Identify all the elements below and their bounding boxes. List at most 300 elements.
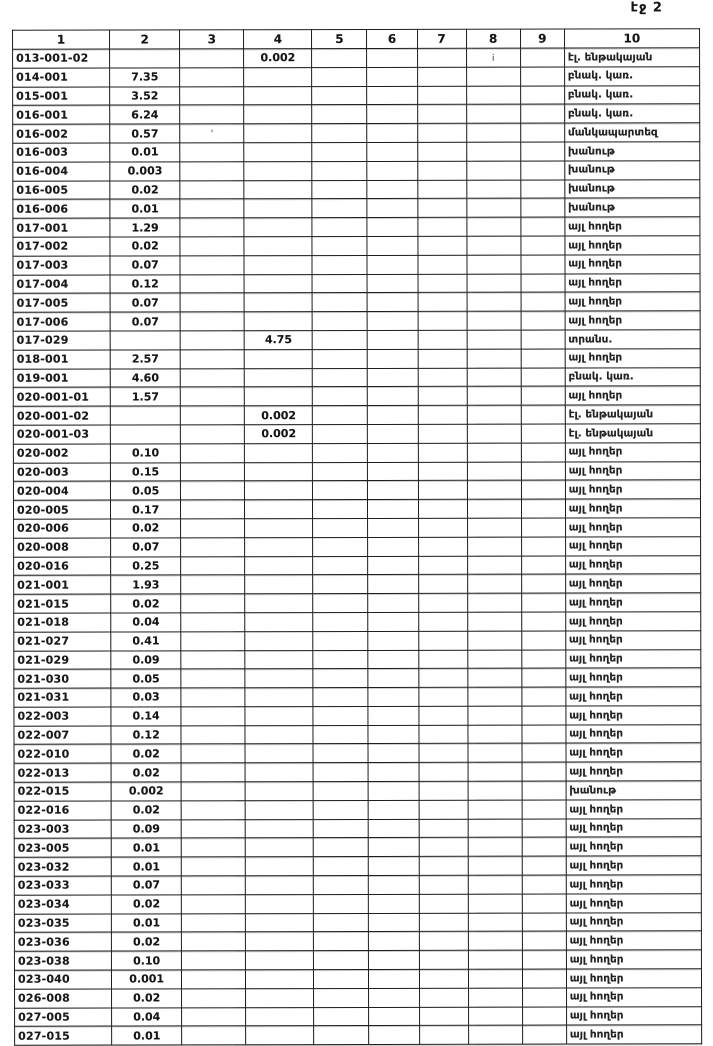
land-use-cell: խանութ [566, 781, 701, 800]
value-cell-col8 [468, 781, 522, 800]
table-row [14, 649, 701, 669]
value-cell-col9 [522, 950, 566, 969]
value-cell-col2: 0.10 [112, 951, 182, 970]
value-cell-col2: 1.57 [110, 387, 180, 406]
value-cell-col6 [367, 180, 417, 199]
value-cell-col3 [180, 387, 244, 406]
value-cell-col8 [467, 537, 521, 556]
value-cell-col4 [245, 706, 313, 725]
table-header-row [13, 29, 700, 49]
parcel-code-cell: 027-015 [15, 1026, 112, 1045]
parcel-code-cell: 022-013 [14, 763, 111, 782]
column-header-9: 9 [520, 29, 564, 48]
table-row [14, 818, 701, 838]
land-use-cell: այլ հողեր [565, 443, 700, 462]
table-row [14, 969, 701, 989]
land-use-cell: այլ հողեր [566, 1006, 701, 1025]
value-cell-col3 [181, 838, 245, 857]
land-use-cell: այլ հողեր [566, 800, 701, 819]
value-cell-col6 [367, 218, 417, 237]
value-cell-col3 [181, 575, 245, 594]
value-cell-col7 [417, 199, 466, 218]
land-use-cell: խանութ [564, 142, 699, 161]
value-cell-col8 [467, 668, 521, 687]
value-cell-col7 [417, 67, 466, 86]
value-cell-col9 [520, 48, 564, 67]
value-cell-col7 [418, 669, 467, 688]
value-cell-col6 [369, 969, 419, 988]
value-cell-col4 [244, 312, 312, 331]
value-cell-col4 [246, 988, 314, 1007]
value-cell-col6 [368, 687, 418, 706]
column-header-7: 7 [417, 29, 466, 48]
value-cell-col6 [369, 819, 419, 838]
value-cell-col6 [368, 368, 418, 387]
value-cell-col2: 0.07 [110, 256, 180, 275]
value-cell-col8 [466, 48, 520, 67]
land-use-cell: այլ հողեր [565, 480, 700, 499]
land-use-cell: այլ հողեր [565, 349, 700, 368]
value-cell-col6 [368, 593, 418, 612]
table-row [13, 424, 700, 444]
parcel-code-cell: 022-003 [14, 707, 111, 726]
value-cell-col5 [312, 142, 367, 161]
land-use-cell: այլ հողեր [565, 273, 700, 292]
value-cell-col9 [521, 386, 565, 405]
value-cell-col9 [521, 593, 565, 612]
value-cell-col5 [313, 669, 368, 688]
value-cell-col8 [468, 950, 522, 969]
value-cell-col6 [368, 406, 418, 425]
value-cell-col8 [467, 255, 521, 274]
value-cell-col2: 0.01 [111, 857, 181, 876]
value-cell-col6 [368, 330, 418, 349]
value-cell-col3 [180, 237, 244, 256]
value-cell-col9 [522, 838, 566, 857]
value-cell-col5 [313, 688, 368, 707]
value-cell-col8 [468, 819, 522, 838]
table-row [14, 630, 701, 650]
value-cell-col2: 0.15 [111, 462, 181, 481]
table-row [13, 236, 700, 256]
value-cell-col6 [367, 67, 417, 86]
value-cell-col9 [521, 368, 565, 387]
value-cell-col7 [419, 951, 468, 970]
value-cell-col7 [418, 311, 467, 330]
value-cell-col3 [180, 312, 244, 331]
value-cell-col4 [245, 782, 313, 801]
parcel-code-cell: 022-007 [14, 726, 111, 745]
scan-artifact-mark: i [491, 53, 495, 64]
land-use-cell: այլ հողեր [565, 311, 700, 330]
table-row [13, 179, 700, 199]
value-cell-col2: 0.02 [112, 989, 182, 1008]
value-cell-col2: 1.29 [110, 218, 180, 237]
value-cell-col3 [180, 255, 244, 274]
land-use-cell: այլ հողեր [566, 724, 701, 743]
value-cell-col7 [419, 744, 468, 763]
value-cell-col5 [314, 1007, 369, 1026]
land-use-cell: այլ հողեր [566, 894, 701, 913]
value-cell-col4 [246, 1026, 314, 1045]
value-cell-col8 [467, 368, 521, 387]
value-cell-col9 [522, 969, 566, 988]
table-row [14, 931, 701, 951]
parcel-code-cell: 013-001-02 [13, 49, 110, 68]
value-cell-col9 [521, 574, 565, 593]
table-row [13, 443, 700, 463]
value-cell-col3 [181, 669, 245, 688]
value-cell-col9 [521, 311, 565, 330]
value-cell-col6 [368, 424, 418, 443]
column-header-5: 5 [312, 29, 367, 48]
land-use-cell: այլ հողեր [566, 969, 701, 988]
column-header-6: 6 [367, 29, 417, 48]
value-cell-col5 [312, 255, 367, 274]
value-cell-col8 [466, 142, 520, 161]
land-use-cell: այլ հողեր [565, 461, 700, 480]
land-use-cell: բնակ. կառ. [565, 367, 700, 386]
value-cell-col6 [369, 800, 419, 819]
value-cell-col5 [313, 650, 368, 669]
value-cell-col3 [180, 86, 244, 105]
value-cell-col6 [369, 763, 419, 782]
parcel-code-cell: 021-018 [14, 613, 111, 632]
value-cell-col8 [468, 838, 522, 857]
parcel-code-cell: 027-005 [15, 1008, 112, 1027]
value-cell-col6 [368, 706, 418, 725]
parcel-code-cell: 021-015 [14, 594, 111, 613]
parcel-code-cell: 023-033 [14, 876, 111, 895]
value-cell-col8 [466, 180, 520, 199]
value-cell-col6 [368, 499, 418, 518]
table-row [14, 536, 701, 556]
value-cell-col5 [313, 349, 368, 368]
value-cell-col9 [520, 123, 564, 142]
value-cell-col6 [367, 124, 417, 143]
value-cell-col3 [181, 857, 245, 876]
value-cell-col3 [181, 801, 245, 820]
parcel-code-cell: 020-004 [13, 481, 110, 500]
value-cell-col7 [418, 518, 467, 537]
parcel-code-cell: 020-001-01 [13, 387, 110, 406]
value-cell-col3 [182, 876, 246, 895]
value-cell-col4 [245, 368, 313, 387]
value-cell-col2: 0.07 [111, 538, 181, 557]
value-cell-col7 [418, 481, 467, 500]
value-cell-col4 [244, 143, 312, 162]
value-cell-col3 [181, 613, 245, 632]
value-cell-col4 [244, 293, 312, 312]
value-cell-col7 [418, 537, 467, 556]
parcel-code-cell: 016-005 [13, 181, 110, 200]
value-cell-col5 [312, 161, 367, 180]
value-cell-col3 [181, 425, 245, 444]
table-row [13, 349, 700, 369]
value-cell-col8 [467, 424, 521, 443]
table-row [13, 405, 700, 425]
value-cell-col3 [180, 218, 244, 237]
table-row [14, 856, 701, 876]
value-cell-col4 [246, 1007, 314, 1026]
value-cell-col2: 0.02 [111, 895, 181, 914]
value-cell-col5 [313, 406, 368, 425]
value-cell-col3 [181, 688, 245, 707]
table-row [14, 743, 701, 763]
value-cell-col7 [419, 1026, 468, 1045]
value-cell-col4 [246, 838, 314, 857]
value-cell-col2: 0.25 [111, 556, 181, 575]
value-cell-col3 [182, 1007, 246, 1026]
value-cell-col6 [367, 48, 417, 67]
value-cell-col7 [417, 142, 466, 161]
parcel-code-cell: 017-003 [13, 256, 110, 275]
parcel-code-cell: 017-005 [13, 293, 110, 312]
value-cell-col3 [180, 49, 244, 68]
value-cell-col4 [245, 575, 313, 594]
value-cell-col4 [244, 161, 312, 180]
table-row [13, 142, 700, 162]
value-cell-col5 [314, 800, 369, 819]
value-cell-col7 [418, 274, 467, 293]
value-cell-col2: 0.09 [111, 650, 181, 669]
value-cell-col6 [369, 988, 419, 1007]
value-cell-col8 [467, 405, 521, 424]
value-cell-col8 [467, 499, 521, 518]
table-row [14, 668, 701, 688]
land-use-cell: այլ հողեր [566, 1025, 701, 1044]
value-cell-col9 [521, 499, 565, 518]
value-cell-col7 [419, 932, 468, 951]
value-cell-col3 [181, 406, 245, 425]
value-cell-col7 [418, 387, 467, 406]
value-cell-col3 [182, 970, 246, 989]
value-cell-col9 [521, 292, 565, 311]
value-cell-col2 [110, 331, 180, 350]
table-row [13, 198, 700, 218]
value-cell-col2: 0.02 [111, 801, 181, 820]
value-cell-col2: 0.01 [112, 1026, 182, 1045]
value-cell-col8 [466, 86, 520, 105]
value-cell-col8 [467, 386, 521, 405]
value-cell-col9 [521, 443, 565, 462]
value-cell-col9 [521, 518, 565, 537]
value-cell-col4: 4.75 [244, 331, 312, 350]
value-cell-col7 [418, 255, 467, 274]
value-cell-col4 [244, 105, 312, 124]
value-cell-col6 [367, 142, 417, 161]
land-use-cell: այլ հողեր [566, 630, 701, 649]
value-cell-col8 [467, 612, 521, 631]
table-row [15, 1025, 702, 1045]
value-cell-col4 [244, 124, 312, 143]
value-cell-col5 [313, 763, 368, 782]
value-cell-col8 [467, 650, 521, 669]
value-cell-col7 [418, 462, 467, 481]
value-cell-col9 [521, 274, 565, 293]
value-cell-col3 [181, 462, 245, 481]
value-cell-col9 [521, 198, 565, 217]
value-cell-col2: 0.07 [110, 293, 180, 312]
value-cell-col2: 0.07 [110, 312, 180, 331]
value-cell-col6 [368, 612, 418, 631]
value-cell-col3 [182, 895, 246, 914]
value-cell-col5 [312, 293, 367, 312]
value-cell-col8 [467, 293, 521, 312]
value-cell-col6 [369, 1026, 419, 1045]
value-cell-col4 [244, 67, 312, 86]
value-cell-col2: 0.01 [110, 143, 180, 162]
value-cell-col6 [368, 462, 418, 481]
value-cell-col4 [246, 913, 314, 932]
value-cell-col6 [368, 744, 418, 763]
land-use-cell: այլ հողեր [565, 574, 700, 593]
value-cell-col5 [312, 180, 367, 199]
value-cell-col6 [368, 537, 418, 556]
value-cell-col3 [181, 650, 245, 669]
value-cell-col8 [468, 800, 522, 819]
value-cell-col5 [314, 970, 369, 989]
value-cell-col6 [369, 932, 419, 951]
value-cell-col5 [313, 443, 368, 462]
value-cell-col6 [368, 387, 418, 406]
value-cell-col3 [180, 162, 244, 181]
value-cell-col7 [419, 819, 468, 838]
value-cell-col4 [244, 180, 312, 199]
value-cell-col8 [468, 969, 522, 988]
land-use-cell: բնակ. կառ. [564, 104, 699, 123]
value-cell-col9 [522, 932, 566, 951]
parcel-code-cell: 026-008 [15, 989, 112, 1008]
land-use-cell: այլ հողեր [566, 912, 701, 931]
value-cell-col7 [418, 368, 467, 387]
parcel-code-cell: 020-016 [14, 557, 111, 576]
value-cell-col5 [313, 368, 368, 387]
value-cell-col5 [312, 48, 367, 67]
value-cell-col2: 0.02 [111, 519, 181, 538]
value-cell-col8 [468, 1026, 522, 1045]
land-use-cell: այլ հողեր [566, 818, 701, 837]
value-cell-col8 [467, 330, 521, 349]
value-cell-col6 [367, 255, 417, 274]
value-cell-col4 [245, 443, 313, 462]
value-cell-col8 [468, 725, 522, 744]
value-cell-col5 [313, 631, 368, 650]
parcel-code-cell: 020-002 [13, 444, 110, 463]
land-use-cell: խանութ [565, 198, 700, 217]
value-cell-col3 [181, 443, 245, 462]
land-use-cell: այլ հողեր [565, 236, 700, 255]
value-cell-col7 [418, 424, 467, 443]
parcel-code-cell: 023-003 [14, 820, 111, 839]
value-cell-col7 [419, 725, 468, 744]
value-cell-col2: 0.04 [111, 613, 181, 632]
value-cell-col8 [466, 199, 520, 218]
table-row [14, 593, 701, 613]
value-cell-col6 [368, 575, 418, 594]
table-row [13, 48, 700, 68]
parcel-code-cell: 023-040 [14, 970, 111, 989]
value-cell-col7 [418, 405, 467, 424]
value-cell-col5 [313, 312, 368, 331]
value-cell-col7 [418, 593, 467, 612]
value-cell-col2: 0.14 [111, 707, 181, 726]
value-cell-col2 [110, 49, 180, 68]
table-row [13, 217, 700, 237]
value-cell-col5 [313, 537, 368, 556]
value-cell-col2: 0.17 [111, 500, 181, 519]
value-cell-col4: 0.002 [244, 49, 312, 68]
value-cell-col4 [246, 876, 314, 895]
value-cell-col3 [181, 594, 245, 613]
value-cell-col9 [521, 612, 565, 631]
value-cell-col6 [369, 913, 419, 932]
value-cell-col5 [312, 199, 367, 218]
value-cell-col4 [245, 631, 313, 650]
land-use-cell: այլ հողեր [566, 706, 701, 725]
value-cell-col6 [368, 274, 418, 293]
column-header-10: 10 [564, 29, 699, 48]
value-cell-col4: 0.002 [245, 425, 313, 444]
value-cell-col2: 0.01 [111, 838, 181, 857]
value-cell-col2: 0.07 [111, 876, 181, 895]
value-cell-col8 [467, 593, 521, 612]
land-use-cell: էլ. ենթակայան [565, 405, 700, 424]
value-cell-col7 [419, 857, 468, 876]
value-cell-col9 [522, 725, 566, 744]
value-cell-col7 [418, 556, 467, 575]
value-cell-col9 [520, 142, 564, 161]
parcel-code-cell: 023-038 [14, 951, 111, 970]
value-cell-col3 [181, 556, 245, 575]
value-cell-col4 [246, 857, 314, 876]
value-cell-col5 [313, 387, 368, 406]
value-cell-col5 [314, 988, 369, 1007]
land-use-cell: խանութ [565, 161, 700, 180]
parcel-code-cell: 023-034 [14, 895, 111, 914]
value-cell-col3 [182, 989, 246, 1008]
table-row [13, 311, 700, 331]
value-cell-col4 [245, 387, 313, 406]
value-cell-col3 [181, 763, 245, 782]
value-cell-col3 [180, 105, 244, 124]
value-cell-col6 [368, 725, 418, 744]
land-use-cell: էլ. ենթակայան [565, 424, 700, 443]
table-row [14, 612, 701, 632]
value-cell-col6 [369, 781, 419, 800]
value-cell-col5 [314, 1026, 369, 1045]
value-cell-col5 [312, 86, 367, 105]
value-cell-col3 [181, 725, 245, 744]
parcel-code-cell: 023-032 [14, 857, 111, 876]
table-row [13, 67, 700, 87]
value-cell-col3 [180, 143, 244, 162]
value-cell-col4 [245, 500, 313, 519]
value-cell-col2: 0.04 [112, 1008, 182, 1027]
value-cell-col6 [368, 443, 418, 462]
parcel-code-cell: 023-005 [14, 838, 111, 857]
value-cell-col7 [419, 838, 468, 857]
parcel-code-cell: 022-010 [14, 744, 111, 763]
parcel-code-cell: 022-015 [14, 782, 111, 801]
value-cell-col8 [468, 913, 522, 932]
value-cell-col7 [419, 1007, 468, 1026]
parcel-code-cell: 022-016 [14, 801, 111, 820]
value-cell-col9 [520, 86, 564, 105]
land-use-cell: այլ հողեր [565, 555, 700, 574]
parcel-code-cell: 017-002 [13, 237, 110, 256]
value-cell-col2: 0.12 [110, 274, 180, 293]
